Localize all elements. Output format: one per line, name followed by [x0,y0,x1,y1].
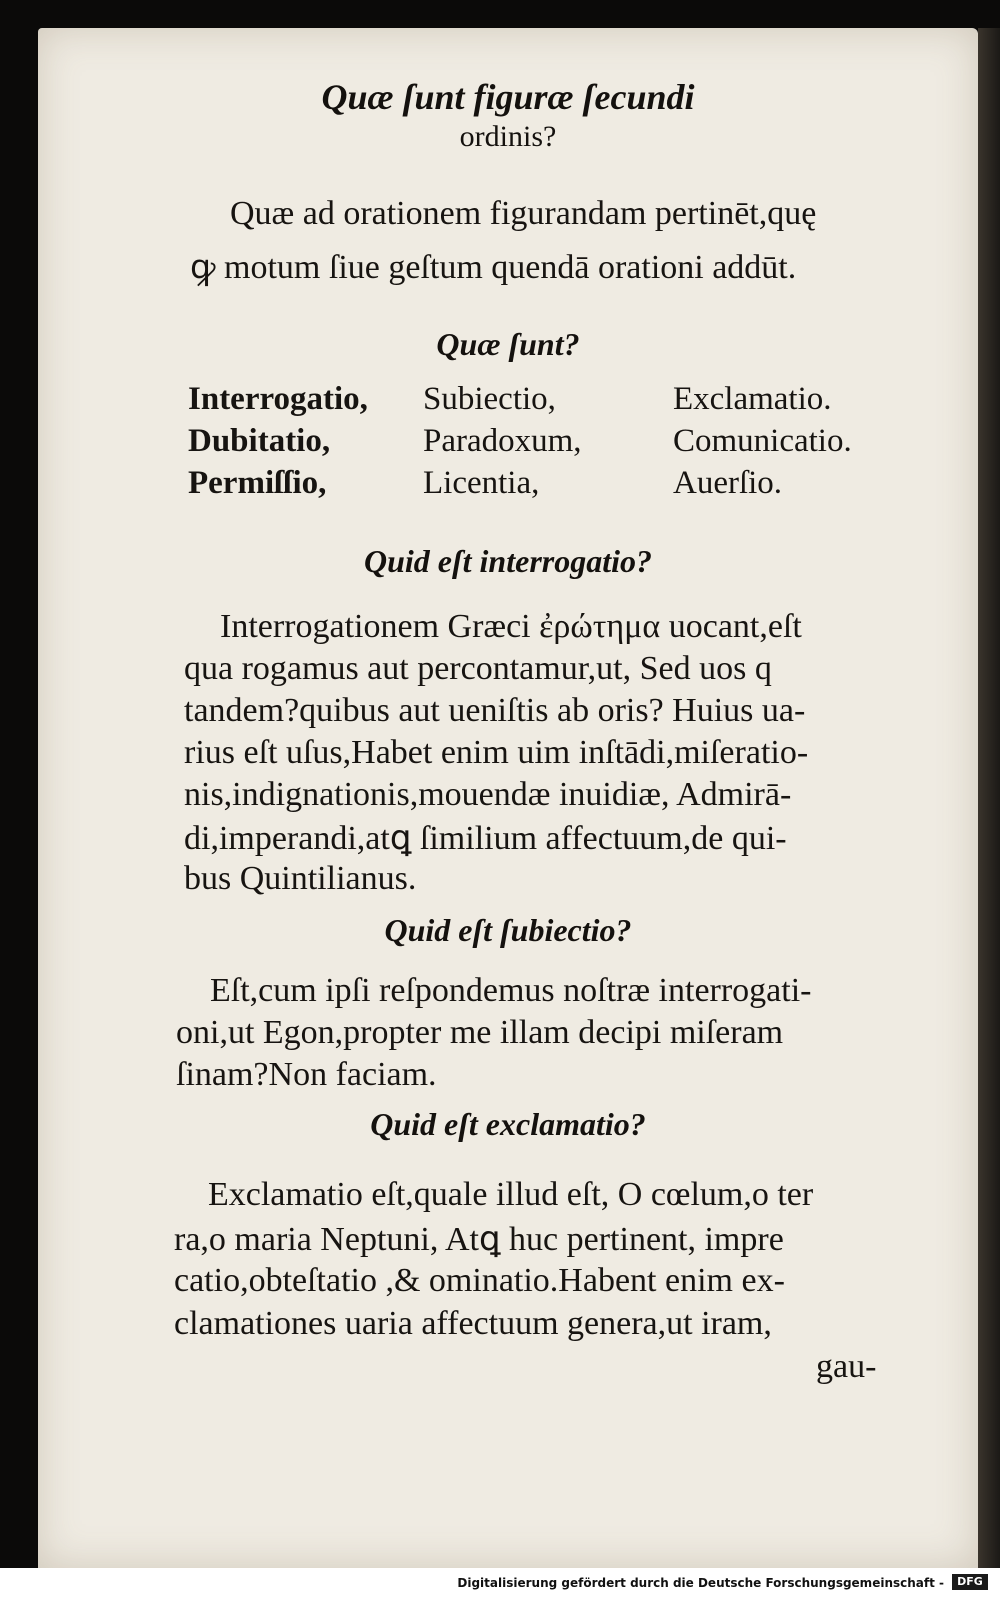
text-line: Eſt,cum ipſi reſpondemus noſtræ interrogati- [210,972,812,1009]
heading-subiectio: Quid eſt ſubiectio? [384,912,632,948]
figure-item: Auerſio. [673,465,783,501]
text-line: Quæ ad orationem figurandam pertinēt,quę [230,195,817,232]
heading-quae-sunt: Quæ ſunt? [436,326,580,362]
figures-column-3 [673,378,852,504]
figure-item: Permiſſio, [188,465,327,501]
heading-figures-second-order-cont: ordinis? [459,120,557,153]
text-line: Exclamatio eſt,quale illud eſt, O cœlum,o ter [208,1176,814,1213]
catchword: gau- [816,1348,877,1385]
figure-item: Paradoxum, [423,423,582,459]
figure-item: Licentia, [423,465,540,501]
text-line: clamationes uaria affectuum genera,ut iram, [174,1305,772,1342]
figure-item: Comunicatio. [673,423,852,459]
text-line: rius eſt uſus,Habet enim uim inſtādi,miſeratio- [184,734,809,771]
heading-figures-second-order: Quæ ſunt figuræ ſecundi [321,77,695,117]
text-line: bus Quintilianus. [184,860,417,897]
footer-bar [0,1568,1000,1599]
text-line: di,imperandi,atꝗ ſimilium affectuum,de qui- [184,820,787,857]
text-line: oni,ut Egon,propter me illam decipi miſeram [176,1014,784,1051]
text-line: catio,obteſtatio ,& ominatio.Habent enim ex- [174,1262,785,1299]
text-line: ꝙ motum ſiue geſtum quendā orationi addūt. [190,249,797,286]
figure-item: Subiectio, [423,381,556,417]
text-line: ra,o maria Neptuni, Atꝗ huc pertinent, impre [174,1221,784,1258]
text-line: qua rogamus aut percontamur,ut, Sed uos q [184,650,772,687]
figure-item: Dubitatio, [188,423,331,459]
figures-column-1 [188,378,368,504]
text-line: nis,indignationis,mouendæ inuidiæ, Admirā- [184,776,792,813]
heading-exclamatio: Quid eſt exclamatio? [370,1106,646,1142]
heading-interrogatio: Quid eſt interrogatio? [363,543,652,579]
figure-item: Interrogatio, [188,381,368,417]
book-page [38,28,978,1568]
text-line: tandem?quibus aut ueniſtis ab oris? Huius ua- [184,692,806,729]
book-edge [978,28,1000,1568]
text-line: Interrogationem Græci ἐρώτημα uocant,eſt [220,608,802,645]
figures-column-2 [423,378,582,504]
footer-credit: Digitalisierung gefördert durch die Deutsche Forschungsgemeinschaft - [457,1576,944,1590]
figure-item: Exclamatio. [673,381,832,417]
dfg-logo: DFG [952,1574,988,1590]
text-line: ſinam?Non faciam. [176,1056,437,1093]
